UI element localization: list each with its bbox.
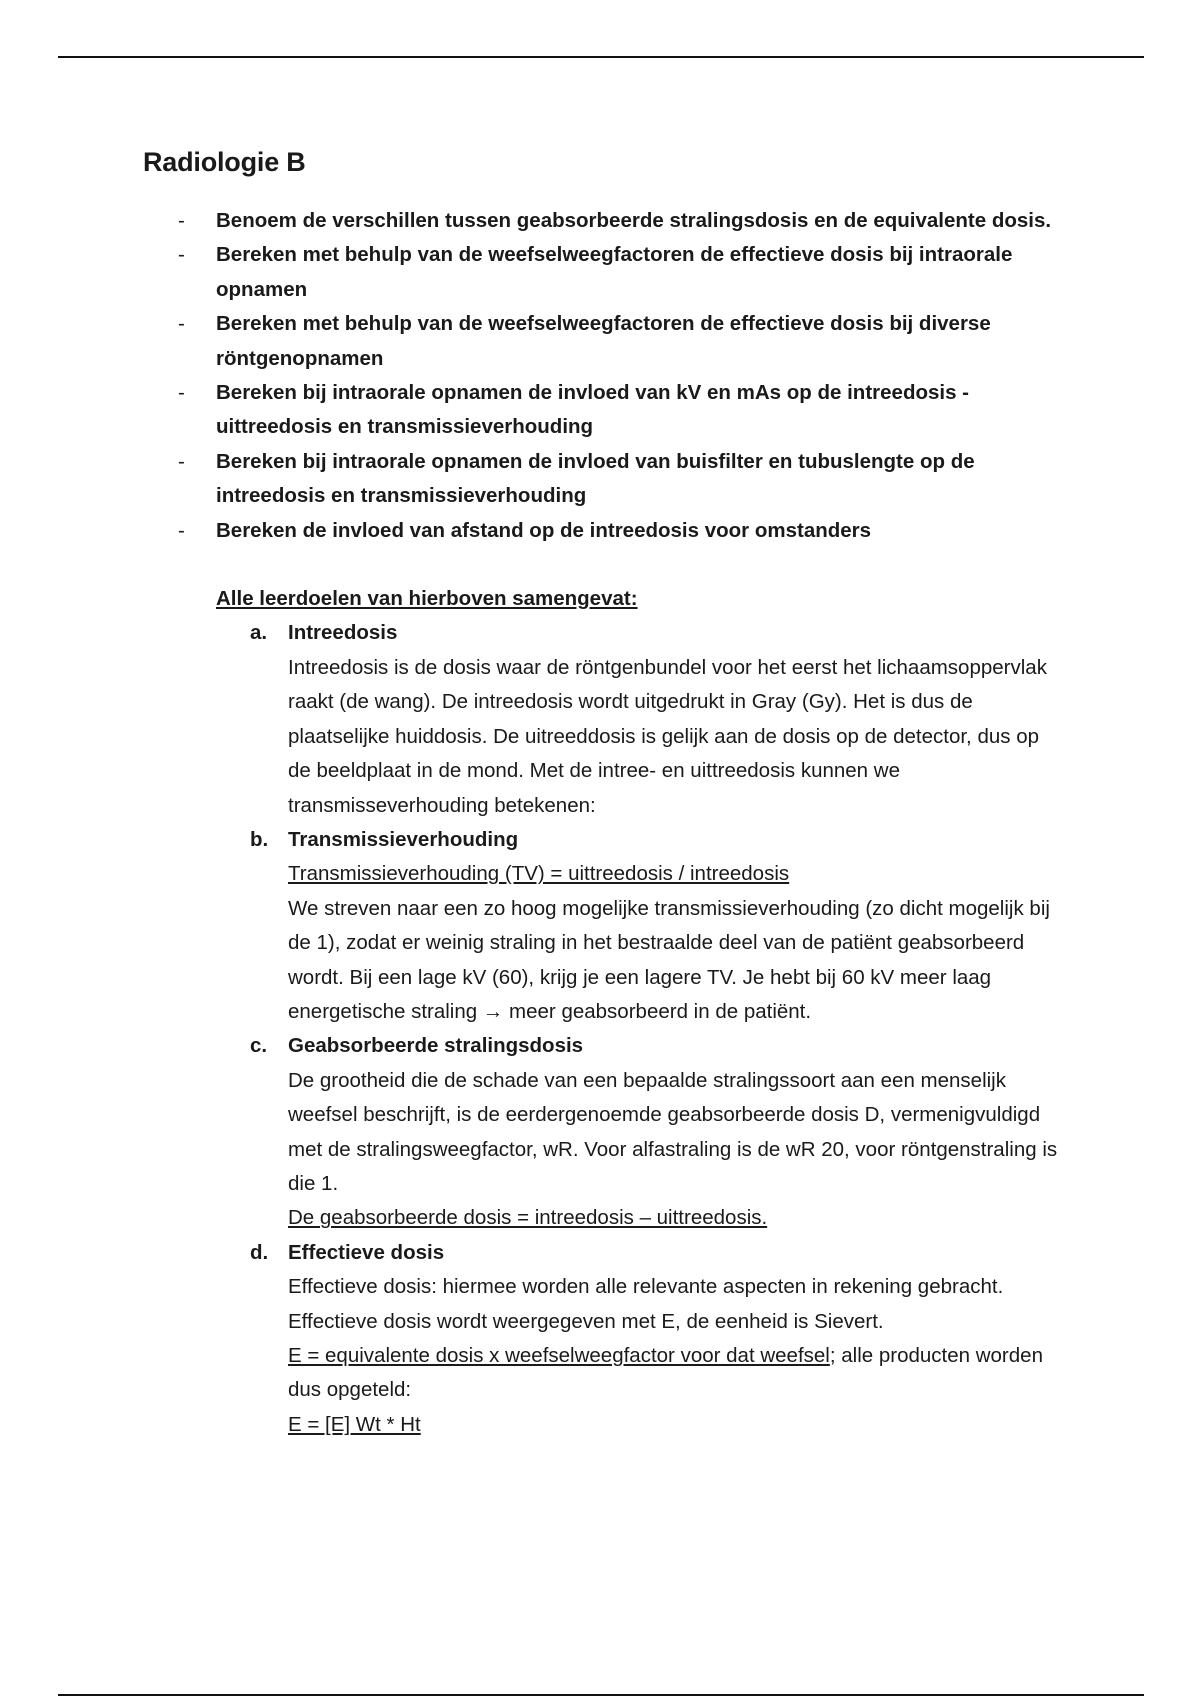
topic-text: Intreedosis is de dosis waar de röntgenbundel voor het eerst het lichaamsoppervlak raakt (de wang). De intreedosis wordt uitgedrukt in Gray (Gy). Het is dus de plaatselijke huiddosis. De uitreeddosis is gelijk aan de dosis op de detector, dus op de beeldplaat in de mond. Met de intree- en uittreedosis kunnen we transmisseverhouding betekenen: [288,655,1047,817]
page-title: Radiologie B [143,147,306,177]
formula: E = [E] Wt * Ht [288,1412,421,1436]
formula-line: E = equivalente dosis x weefselweegfactor voor dat weefsel; alle producten worden dus opgeteld: [288,1344,1043,1402]
topic-text: We streven naar een zo hoog mogelijke transmissieverhouding (zo dicht mogelijk bij de 1), zodat er weinig straling in het bestraalde deel van de patiënt geabsorbeerd wordt. Bij een lage kV (60), krijg je een lagere TV. Je hebt bij 60 kV meer laag energetische straling → meer geabsorbeerd in de patiënt. [288,896,1050,1023]
topics-list [143,616,1063,1442]
learning-goals-list [143,204,1063,548]
formula: Transmissieverhouding (TV) = uittreedosis / intreedosis [288,862,790,886]
page-content [143,140,1063,1442]
list-item: - Bereken de invloed van afstand op de intreedosis voor omstanders [178,518,872,542]
topic-title: Effectieve dosis [288,1240,445,1264]
top-rule [58,56,1144,58]
list-item: - Bereken bij intraorale opnamen de invloed van buisfilter en tubuslengte op de intreedosis en transmissieverhouding [178,449,975,508]
topic-title: Transmissieverhouding [288,827,519,851]
topic-title: Geabsorbeerde stralingsdosis [288,1034,584,1058]
topic-effectieve-dosis: d. Effectieve dosis Effectieve dosis: hiermee worden alle relevante aspecten in rekening gebracht. Effectieve dosis wordt weergegeven met E, de eenheid is Sievert. E = equivalente dosis x weefselweegfactor voor dat weefsel; alle producten worden dus opgeteld: E = [E] Wt * Ht [143,1236,1063,1442]
list-item: - Bereken met behulp van de weefselweegfactoren de effectieve dosis bij diverse röntgenopnamen [178,312,991,370]
formula: E = equivalente dosis x weefselweegfactor voor dat weefsel [288,1344,830,1367]
formula: De geabsorbeerde dosis = intreedosis – uittreedosis. [288,1206,768,1230]
topic-geabsorbeerde-dosis: c. Geabsorbeerde stralingsdosis De grootheid die de schade van een bepaalde stralingssoort aan een menselijk weefsel beschrijft, is de eerdergenoemde geabsorbeerde dosis D, vermenigvuldigd met de stralingsweegfactor, wR. Voor alfastraling is de wR 20, voor röntgenstraling is die 1. De geabsorbeerde dosis = intreedosis – uittreedosis. [143,1029,1063,1235]
topic-transmissieverhouding: b. Transmissieverhouding Transmissieverhouding (TV) = uittreedosis / intreedosis We streven naar een zo hoog mogelijke transmissieverhouding (zo dicht mogelijk bij de 1), zodat er weinig straling in het bestraalde deel van de patiënt geabsorbeerd wordt. Bij een lage kV (60), krijg je een lagere TV. Je hebt bij 60 kV meer laag energetische straling → meer geabsorbeerd in de patiënt. [143,823,1063,1029]
topic-title: Intreedosis [288,621,398,645]
topic-text: De grootheid die de schade van een bepaalde stralingssoort aan een menselijk weefsel beschrijft, is de eerdergenoemde geabsorbeerde dosis D, vermenigvuldigd met de stralingsweegfactor, wR. Voor alfastraling is de wR 20, voor röntgenstraling is die 1. [288,1068,1058,1195]
topic-text: Effectieve dosis: hiermee worden alle relevante aspecten in rekening gebracht. Effectieve dosis wordt weergegeven met E, de eenheid is Sievert. [288,1275,1004,1333]
list-item: - Bereken met behulp van de weefselweegfactoren de effectieve dosis bij intraorale opnamen [178,243,1013,301]
summary-heading: Alle leerdoelen van hierboven samengevat: [216,587,638,611]
list-item: - Benoem de verschillen tussen geabsorbeerde stralingsdosis en de equivalente dosis. [178,209,1052,232]
bottom-rule [58,1694,1144,1696]
topic-intreedosis: a. Intreedosis Intreedosis is de dosis waar de röntgenbundel voor het eerst het lichaamsoppervlak raakt (de wang). De intreedosis wordt uitgedrukt in Gray (Gy). Het is dus de plaatselijke huiddosis. De uitreeddosis is gelijk aan de dosis op de detector, dus op de beeldplaat in de mond. Met de intree- en uittreedosis kunnen we transmisseverhouding betekenen: [143,616,1063,822]
list-item: - Bereken bij intraorale opnamen de invloed van kV en mAs op de intreedosis - uittreedosis en transmissieverhouding [178,381,970,439]
